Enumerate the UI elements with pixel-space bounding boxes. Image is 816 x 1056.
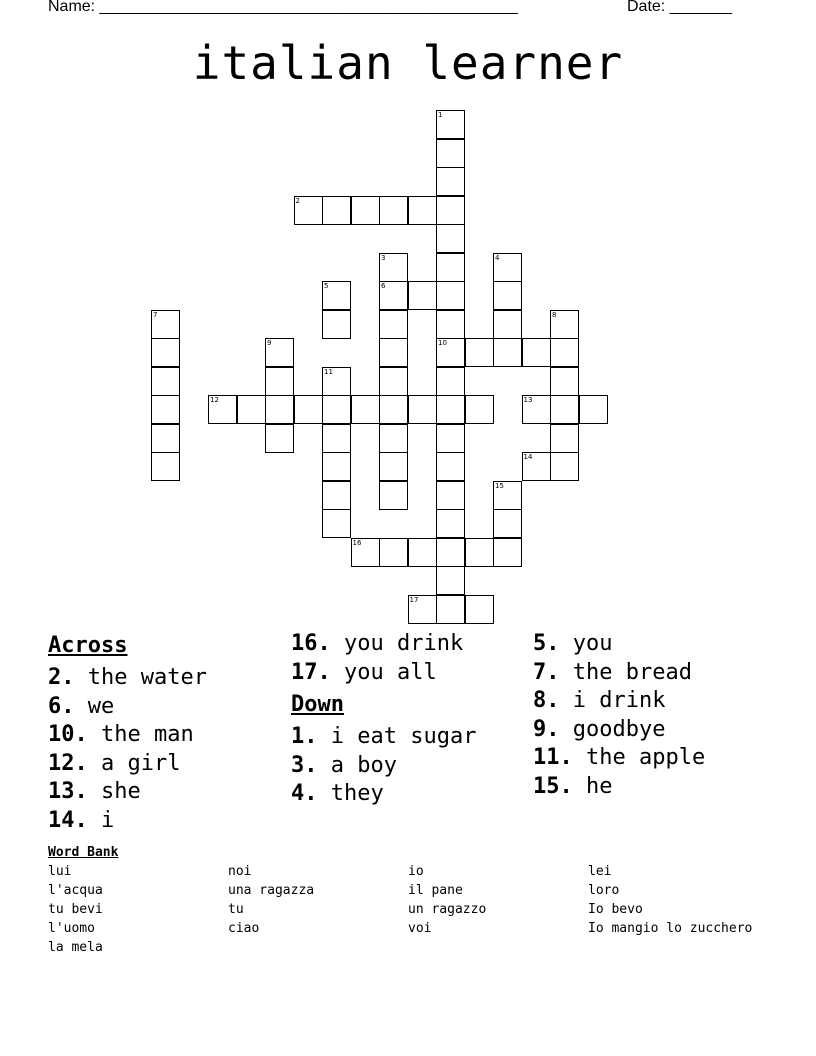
clue-text: the man (87, 722, 194, 747)
grid-cell[interactable] (379, 310, 408, 339)
grid-cell[interactable] (322, 196, 351, 225)
grid-cell[interactable] (436, 452, 465, 481)
grid-cell[interactable] (550, 367, 579, 396)
grid-cell[interactable] (379, 367, 408, 396)
word-bank-item: noi (228, 864, 252, 879)
cell-number: 3 (381, 253, 386, 262)
clue-number: 17. (291, 659, 331, 685)
grid-cell[interactable] (465, 338, 494, 367)
grid-cell[interactable] (322, 367, 351, 396)
grid-cell[interactable] (436, 167, 465, 196)
grid-cell[interactable] (322, 310, 351, 339)
grid-cell[interactable] (522, 338, 551, 367)
grid-cell[interactable] (237, 395, 266, 424)
clue-text: a girl (87, 750, 181, 776)
cell-number: 7 (153, 310, 158, 319)
clue-text: the apple (572, 745, 706, 770)
grid-cell[interactable] (294, 395, 323, 424)
cell-number: 12 (210, 396, 219, 404)
grid-cell[interactable] (379, 538, 408, 567)
grid-cell[interactable] (550, 395, 579, 424)
grid-cell[interactable] (436, 310, 465, 339)
grid-cell[interactable] (351, 538, 380, 567)
word-bank-item: un ragazzo (408, 902, 487, 917)
across-clue (48, 664, 207, 693)
clue-number: 7. (533, 659, 560, 685)
cell-number: 2 (295, 196, 300, 205)
clue-number: 1. (291, 724, 318, 749)
grid-cell[interactable] (408, 281, 437, 310)
word-bank-item: Io mangio lo zucchero (588, 921, 753, 936)
grid-cell[interactable] (493, 253, 522, 282)
grid-cell[interactable] (436, 196, 465, 225)
word-bank-item: io (408, 864, 424, 879)
grid-cell[interactable] (493, 281, 522, 310)
clue-number: 8. (533, 688, 560, 713)
grid-cell[interactable] (436, 595, 465, 624)
grid-cell[interactable] (208, 395, 237, 424)
grid-cell[interactable] (379, 452, 408, 481)
clue-column-1 (48, 630, 207, 835)
grid-cell[interactable] (436, 139, 465, 168)
grid-cell[interactable] (493, 481, 522, 510)
word-bank-item: la mela (48, 940, 103, 955)
grid-cell[interactable] (493, 338, 522, 367)
cell-number: 6 (381, 282, 386, 290)
clue-number: 13. (48, 779, 88, 804)
cell-number: 9 (267, 339, 272, 347)
down-clue (533, 630, 705, 659)
cell-number: 4 (495, 253, 500, 262)
grid-cell[interactable] (351, 196, 380, 225)
clue-number: 16. (291, 631, 331, 656)
word-bank-item: loro (588, 883, 620, 898)
grid-cell[interactable] (322, 395, 351, 424)
clue-number: 6. (48, 693, 75, 719)
clue-number: 4. (291, 781, 318, 806)
grid-cell[interactable] (379, 281, 408, 310)
name-field[interactable]: Name: _______________________________________________ (48, 0, 518, 15)
clue-text: the bread (559, 659, 692, 685)
grid-cell[interactable] (436, 224, 465, 253)
clue-text: we (74, 693, 115, 719)
across-clue (48, 807, 207, 836)
across-clue (291, 630, 476, 659)
cell-number: 15 (495, 481, 504, 490)
clue-text: they (317, 781, 384, 806)
grid-cell[interactable] (322, 424, 351, 453)
cell-number: 16 (352, 538, 362, 547)
clue-number: 3. (291, 752, 318, 778)
grid-cell[interactable] (436, 566, 465, 595)
clue-column-3 (533, 630, 705, 801)
down-clue (291, 780, 476, 809)
grid-cell[interactable] (436, 281, 465, 310)
across-clue (48, 721, 207, 750)
down-clue (291, 752, 476, 781)
word-bank-item: l'acqua (48, 883, 103, 898)
grid-cell[interactable] (379, 424, 408, 453)
grid-cell[interactable] (151, 424, 180, 453)
grid-cell[interactable] (151, 338, 180, 367)
grid-cell[interactable] (493, 310, 522, 339)
grid-cell[interactable] (322, 452, 351, 481)
down-clue (291, 723, 476, 752)
clue-text: goodbye (559, 716, 666, 742)
grid-cell[interactable] (379, 395, 408, 424)
clue-number: 10. (48, 722, 88, 747)
word-bank-item: ciao (228, 921, 260, 936)
grid-cell[interactable] (265, 338, 294, 367)
grid-cell[interactable] (151, 452, 180, 481)
grid-cell[interactable] (322, 509, 351, 538)
across-heading: Across (48, 633, 128, 658)
clue-text: the water (74, 665, 207, 690)
grid-cell[interactable] (151, 310, 180, 339)
grid-cell[interactable] (436, 424, 465, 453)
clue-text: you (559, 631, 613, 656)
word-bank-item: lui (48, 864, 72, 879)
grid-cell[interactable] (579, 395, 608, 424)
cell-number: 8 (552, 310, 557, 319)
word-bank-item: lei (588, 864, 612, 879)
grid-cell[interactable] (351, 395, 380, 424)
grid-cell[interactable] (436, 509, 465, 538)
down-clue (533, 659, 705, 688)
clue-number: 5. (533, 631, 560, 656)
grid-cell[interactable] (265, 367, 294, 396)
across-clue (48, 778, 207, 807)
word-bank-item: Io bevo (588, 902, 643, 917)
down-heading: Down (291, 692, 344, 717)
down-clue (533, 687, 705, 716)
clue-number: 14. (48, 807, 88, 833)
cell-number: 14 (523, 453, 533, 461)
grid-cell[interactable] (522, 395, 551, 424)
word-bank-title: Word Bank (48, 845, 119, 860)
date-field[interactable]: Date: _______ (627, 0, 732, 15)
grid-cell[interactable] (550, 424, 579, 453)
clue-column-2 (291, 630, 476, 809)
clue-text: i (87, 807, 115, 833)
grid-cell[interactable] (408, 595, 437, 624)
grid-cell[interactable] (493, 538, 522, 567)
word-bank-item: tu bevi (48, 902, 103, 917)
grid-cell[interactable] (465, 595, 494, 624)
grid-cell[interactable] (322, 281, 351, 310)
across-clue (48, 750, 207, 779)
grid-cell[interactable] (265, 395, 294, 424)
grid-cell[interactable] (522, 452, 551, 481)
clue-number: 11. (533, 745, 573, 770)
cell-number: 13 (523, 396, 533, 404)
clue-text: he (572, 773, 613, 799)
down-clue (533, 744, 705, 773)
grid-cell[interactable] (436, 395, 465, 424)
cell-number: 10 (438, 339, 447, 347)
grid-cell[interactable] (379, 196, 408, 225)
down-clue (533, 773, 705, 802)
grid-cell[interactable] (322, 481, 351, 510)
grid-cell[interactable] (436, 367, 465, 396)
grid-cell[interactable] (465, 538, 494, 567)
grid-cell[interactable] (493, 509, 522, 538)
grid-cell[interactable] (265, 424, 294, 453)
grid-cell[interactable] (436, 253, 465, 282)
clue-number: 9. (533, 716, 560, 742)
grid-cell[interactable] (151, 367, 180, 396)
across-clue (291, 659, 476, 688)
down-clue (533, 716, 705, 745)
grid-cell[interactable] (151, 395, 180, 424)
grid-cell[interactable] (465, 395, 494, 424)
grid-cell[interactable] (379, 338, 408, 367)
grid-cell[interactable] (436, 110, 465, 139)
grid-cell[interactable] (408, 538, 437, 567)
word-bank-item: tu (228, 902, 244, 917)
grid-cell[interactable] (550, 452, 579, 481)
grid-cell[interactable] (408, 196, 437, 225)
word-bank-item: l'uomo (48, 921, 95, 936)
clue-text: a boy (317, 752, 397, 778)
clue-text: i eat sugar (317, 724, 477, 749)
clue-text: you all (330, 659, 437, 685)
grid-cell[interactable] (294, 196, 323, 225)
cell-number: 5 (324, 282, 329, 290)
clue-text: you drink (330, 631, 464, 656)
clue-number: 12. (48, 750, 88, 776)
across-clue (48, 693, 207, 722)
clue-text: i drink (559, 688, 666, 713)
clue-text: she (87, 779, 141, 804)
word-bank-item: voi (408, 921, 432, 936)
word-bank-item: una ragazza (228, 883, 315, 898)
word-bank-item: il pane (408, 883, 463, 898)
cell-number: 11 (324, 367, 333, 376)
grid-cell[interactable] (550, 338, 579, 367)
cell-number: 17 (409, 595, 419, 604)
grid-cell[interactable] (436, 481, 465, 510)
grid-cell[interactable] (550, 310, 579, 339)
cell-number: 1 (438, 111, 443, 119)
grid-cell[interactable] (436, 338, 465, 367)
grid-cell[interactable] (379, 481, 408, 510)
grid-cell[interactable] (379, 253, 408, 282)
page-title: italian learner (192, 36, 624, 90)
grid-cell[interactable] (408, 395, 437, 424)
grid-cell[interactable] (436, 538, 465, 567)
clue-number: 2. (48, 665, 75, 690)
clue-number: 15. (533, 773, 573, 799)
